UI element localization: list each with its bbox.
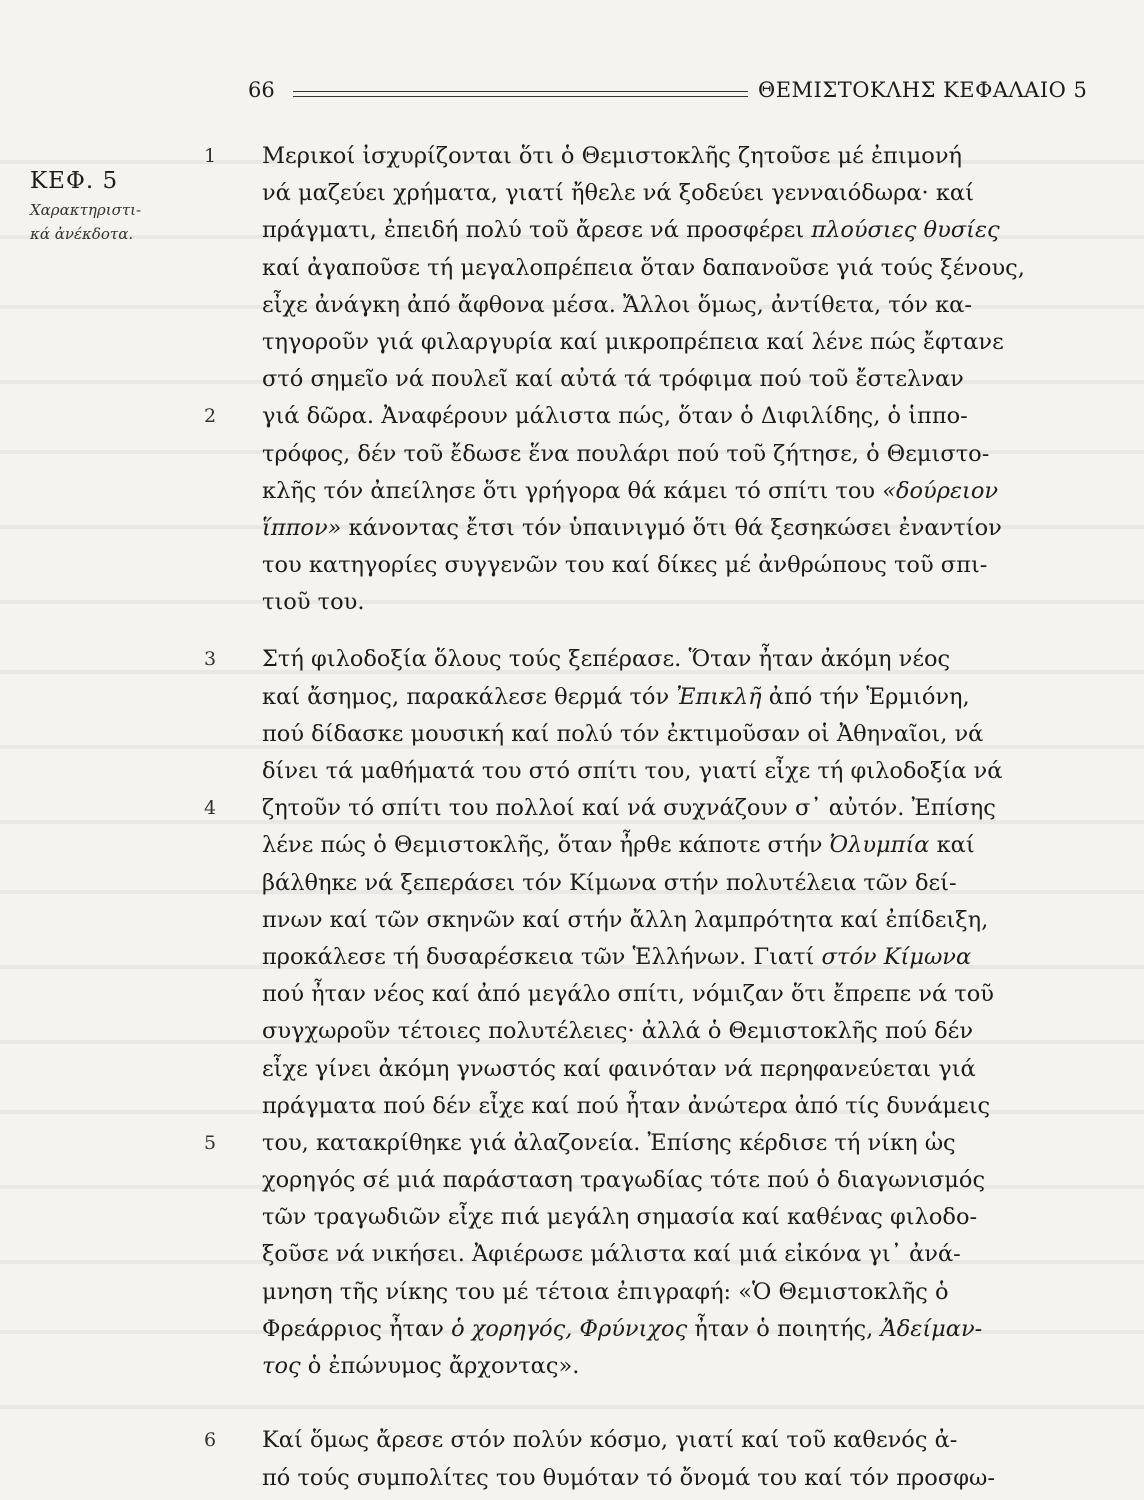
body-text (204, 138, 1102, 1497)
text-line: νά μαζεύει χρήματα, γιατί ἤθελε νά ξοδεύει γενναιόδωρα· καί (262, 180, 974, 207)
text-line: 2 γιά δῶρα. Ἀναφέρουν μάλιστα πώς, ὅταν ὁ Διφιλίδης, ὁ ἱππο- (262, 398, 1102, 435)
chapter-subtitle: Χαρακτηριστι- κά ἀνέκδοτα. (30, 201, 142, 243)
text-line: ἵππον» κάνοντας ἔτσι τόν ὑπαινιγμό ὅτι θά ξεσηκώσει ἐναντίον (262, 514, 1002, 541)
text-line: χορηγός σέ μιά παράσταση τραγωδίας τότε πού ὁ διαγωνισμός (262, 1167, 986, 1194)
section-number: 1 (204, 145, 217, 167)
section-number: 3 (204, 648, 217, 671)
text-line: βάλθηκε νά ξεπεράσει τόν Κίμωνα στήν πολυτέλεια τῶν δεί- (262, 869, 957, 896)
section-number: 5 (204, 1131, 217, 1154)
text-line: κλῆς τόν ἀπείλησε ὅτι γρήγορα θά κάμει τό σπίτι του «δούρειον (262, 477, 999, 504)
text-line: τος ὁ ἐπώνυμος ἄρχοντας». (262, 1353, 580, 1379)
text-line: πράγματα πού δέν εἶχε καί πού ἦταν ἀνώτερα ἀπό τίς δυνάμεις (262, 1092, 991, 1119)
section-number: 6 (204, 1429, 217, 1452)
text-line: Φρεάρριος ἦταν ὁ χορηγός, Φρύνιχος ἦταν ὁ ποιητής, Ἀδείμαν- (262, 1315, 983, 1342)
text-line: στό σημεῖο νά πουλεῖ καί αὐτά τά τρόφιμα πού τοῦ ἔστελναν (262, 366, 964, 393)
chapter-label: ΚΕΦ. 5 (30, 168, 119, 194)
page-header (248, 78, 1088, 118)
text-line: μνηση τῆς νίκης του μέ τέτοια ἐπιγραφή: «Ὁ Θεμιστοκλῆς ὁ (262, 1278, 949, 1305)
text-line: εἶχε ἀνάγκη ἀπό ἄφθονα μέσα. Ἄλλοι ὅμως, ἀντίθετα, τόν κα- (262, 291, 972, 318)
text-line: προκάλεσε τή δυσαρέσκεια τῶν Ἑλλήνων. Γιατί στόν Κίμωνα (262, 943, 972, 970)
text-line: πού ἦταν νέος καί ἀπό μεγάλο σπίτι, νόμιζαν ὅτι ἔπρεπε νά τοῦ (262, 981, 994, 1008)
text-line: πού δίδασκε μουσική καί πολύ τόν ἐκτιμοῦσαν οἱ Ἀθηναῖοι, νά (262, 720, 984, 747)
text-line: καί ἄσημος, παρακάλεσε θερμά τόν Ἐπικλῆ ἀπό τήν Ἑρμιόνη, (262, 683, 970, 710)
text-line: τηγοροῦν γιά φιλαργυρία καί μικροπρέπεια καί λένε πώς ἔφτανε (262, 328, 1004, 355)
paragraph-gap (262, 621, 1102, 641)
text-line: τρόφος, δέν τοῦ ἔδωσε ἕνα πουλάρι πού τοῦ ζήτησε, ὁ Θεμιστο- (262, 440, 990, 467)
page-number: 66 (248, 78, 275, 102)
text-line: τιοῦ του. (262, 589, 365, 616)
header-rule (293, 91, 748, 97)
text-line: πράγματι, ἐπειδή πολύ τοῦ ἄρεσε νά προσφέρει πλούσιες θυσίες (262, 217, 1000, 244)
text-line: 3 Στή φιλοδοξία ὅλους τούς ξεπέρασε. Ὅταν ἦταν ἀκόμη νέος (262, 641, 1102, 678)
text-line: τῶν τραγωδιῶν εἶχε πιά μεγάλη σημασία καί καθένας φιλοδο- (262, 1204, 978, 1231)
text-line: εἶχε γίνει ἀκόμη γνωστός καί φαινόταν νά περηφανεύεται γιά (262, 1055, 976, 1082)
text-line: του κατηγορίες συγγενῶν του καί δίκες μέ ἀνθρώπους τοῦ σπι- (262, 552, 988, 579)
text-line: 4 ζητοῦν τό σπίτι του πολλοί καί νά συχνάζουν σ᾽ αὐτόν. Ἐπίσης (262, 790, 1102, 827)
text-line: 6 Καί ὅμως ἄρεσε στόν πολύν κόσμο, γιατί καί τοῦ καθενός ἀ- (262, 1422, 1102, 1459)
text-line: καί ἀγαποῦσε τή μεγαλοπρέπεια ὅταν δαπανοῦσε γιά τούς ξένους, (262, 254, 1025, 281)
text-line: 1 Μερικοί ἰσχυρίζονται ὅτι ὁ Θεμιστοκλῆς ζητοῦσε μέ ἐπιμονή (262, 138, 1102, 175)
text-line: πό τούς συμπολίτες του θυμόταν τό ὄνομά του καί τόν προσφω- (262, 1464, 995, 1491)
section-number: 2 (204, 405, 217, 428)
section-number: 4 (204, 797, 217, 820)
text-line: λένε πώς ὁ Θεμιστοκλῆς, ὅταν ἦρθε κάποτε στήν Ὀλυμπία καί (262, 832, 975, 859)
text-line: ξοῦσε νά νικήσει. Ἀφιέρωσε μάλιστα καί μιά εἰκόνα γι᾽ ἀνά- (262, 1241, 961, 1268)
text-line: πνων καί τῶν σκηνῶν καί στήν ἄλλη λαμπρότητα καί ἐπίδειξη, (262, 906, 989, 933)
text-line: 5 του, κατακρίθηκε γιά ἀλαζονεία. Ἐπίσης κέρδισε τή νίκη ὡς (262, 1125, 1102, 1162)
paragraph-gap (262, 1385, 1102, 1422)
text-line: δίνει τά μαθήματά του στό σπίτι του, γιατί εἶχε τή φιλοδοξία νά (262, 758, 1003, 784)
margin-note (30, 168, 190, 246)
running-head: ΘΕΜΙΣΤΟΚΛΗΣ ΚΕΦΑΛΑΙΟ 5 (758, 78, 1088, 102)
text-line: συγχωροῦν τέτοιες πολυτέλειες· ἀλλά ὁ Θεμιστοκλῆς πού δέν (262, 1018, 974, 1045)
